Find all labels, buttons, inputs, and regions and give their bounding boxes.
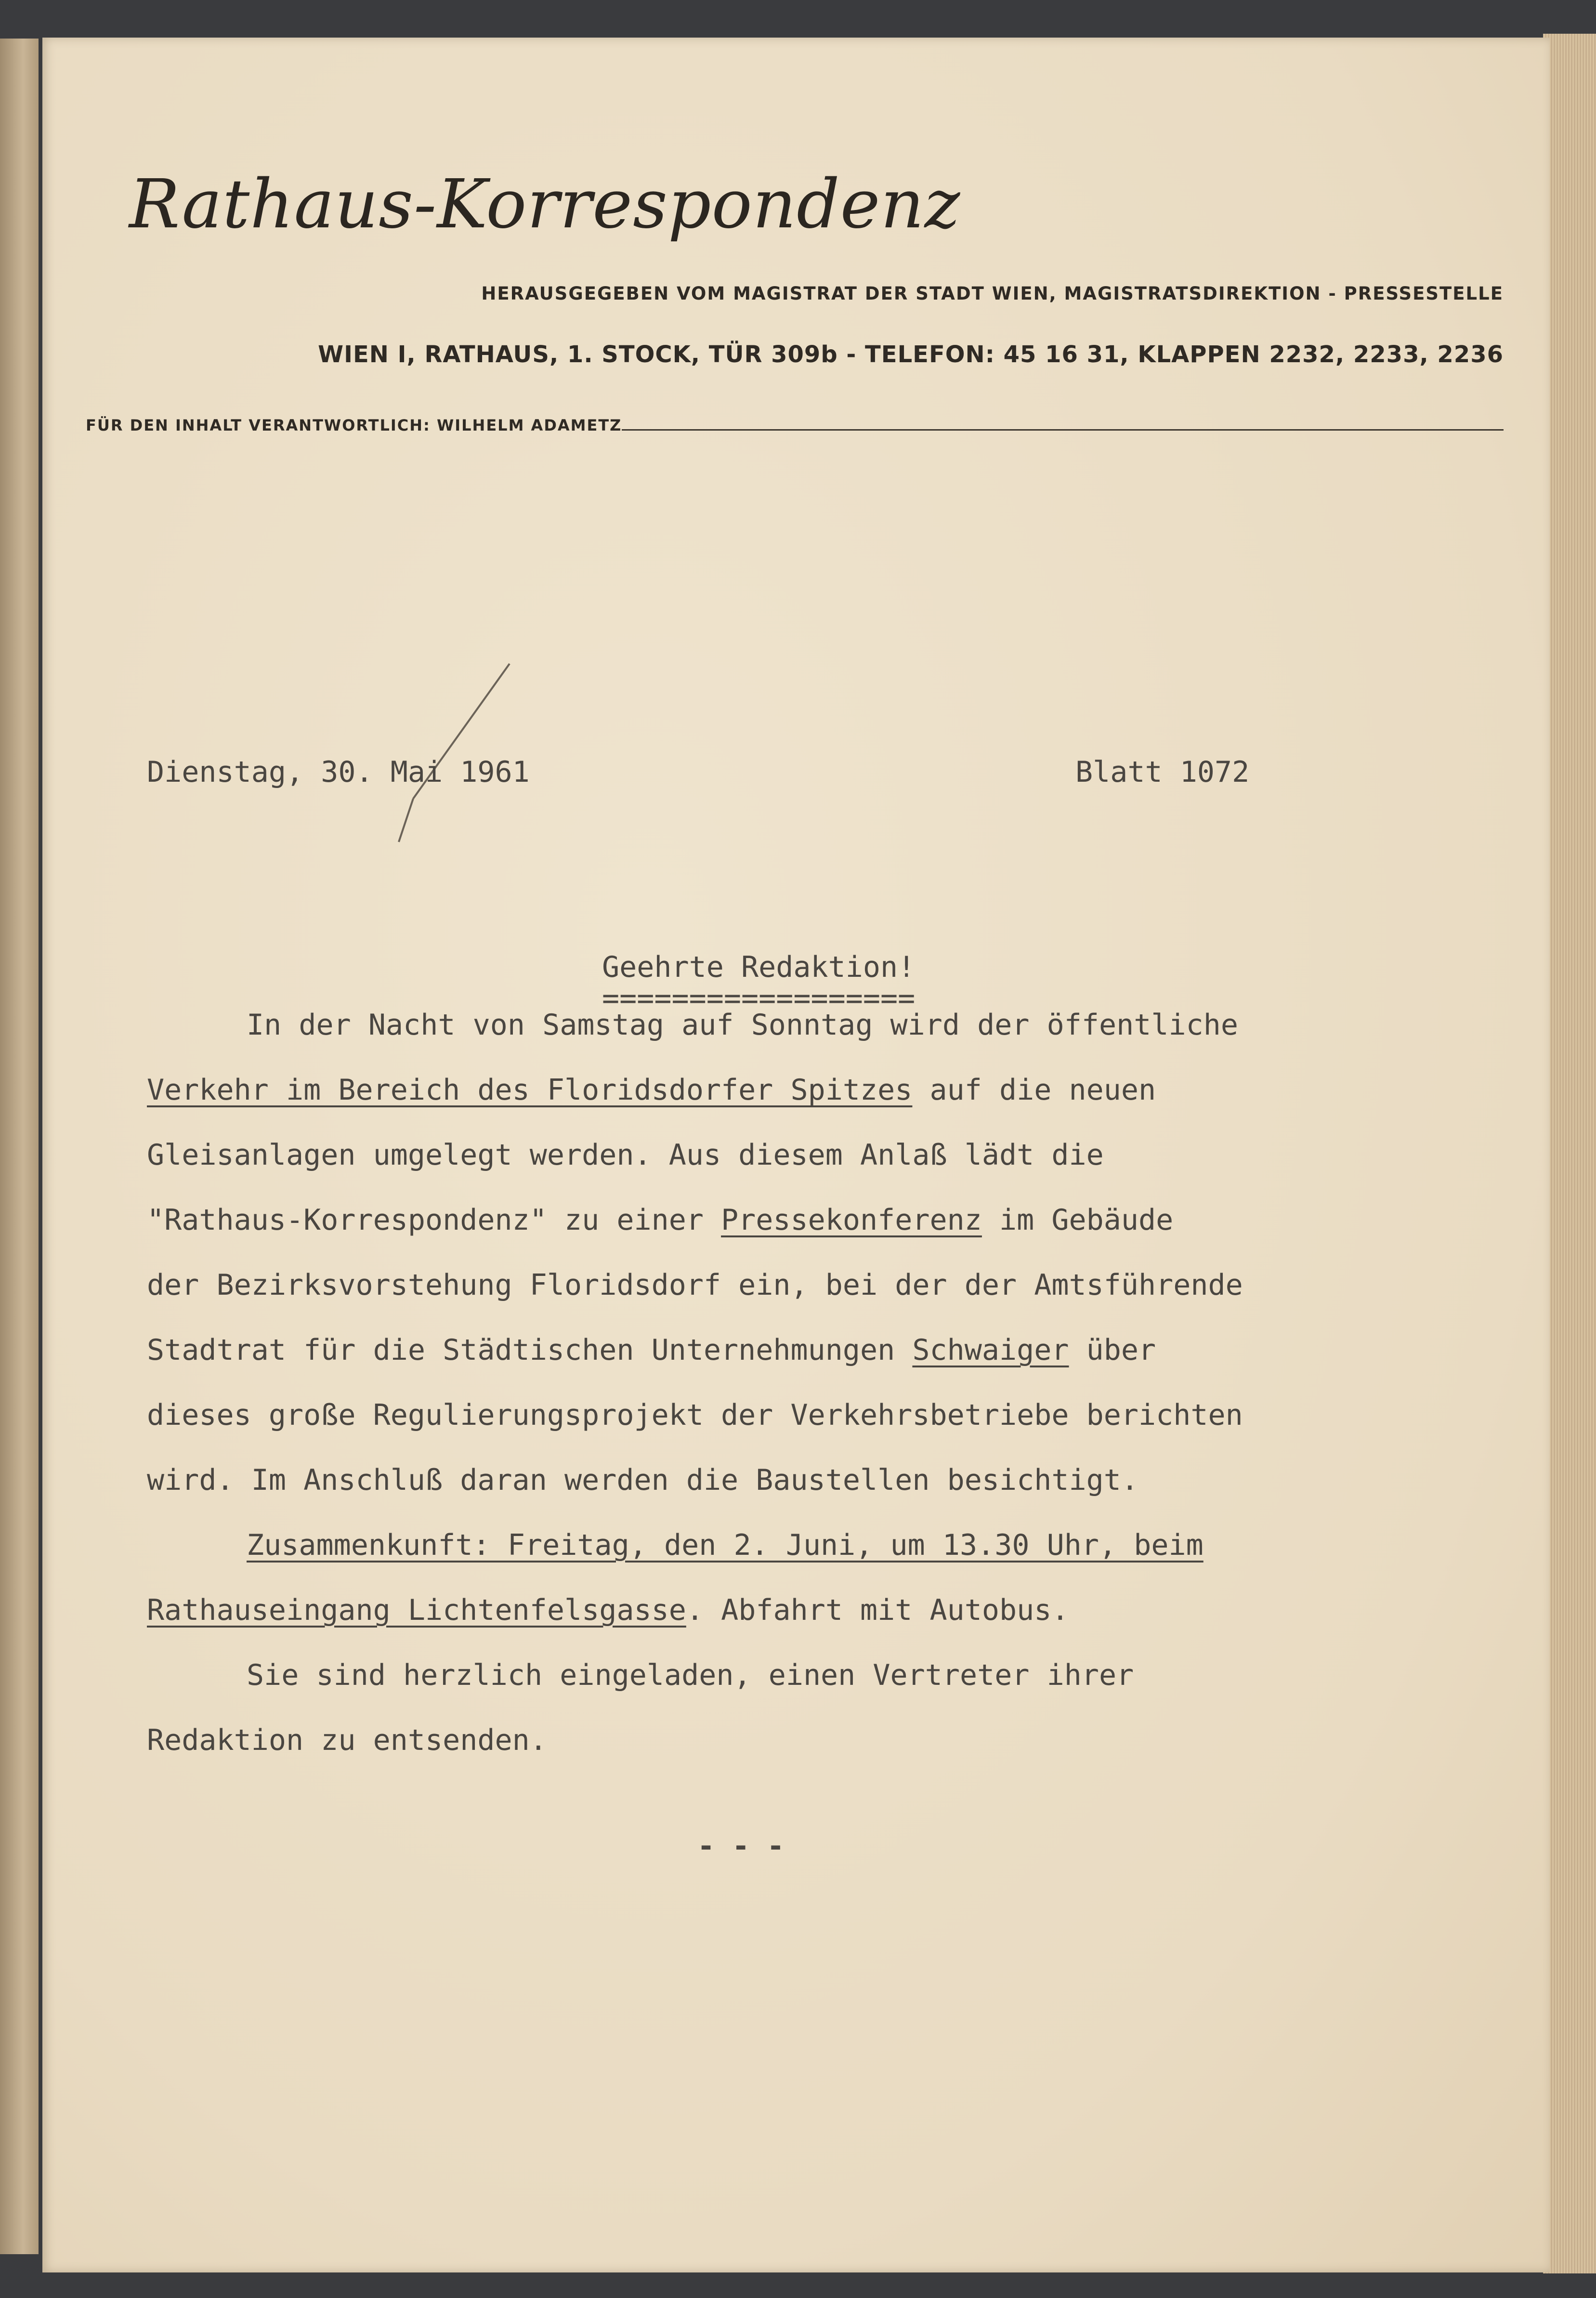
- end-mark: - - -: [697, 1829, 785, 1863]
- pencil-check-mark: [355, 654, 514, 847]
- body-line: [147, 1203, 1173, 1237]
- address-line: WIEN I, RATHAUS, 1. STOCK, TÜR 309b - TELEFON: 45 16 31, KLAPPEN 2232, 2233, 2236: [318, 341, 1504, 368]
- body-line: [147, 1333, 1156, 1367]
- underlined-phrase: Schwaiger: [912, 1333, 1069, 1367]
- line-text: . Abfahrt mit Autobus.: [686, 1593, 1069, 1627]
- line-text: im Gebäude: [981, 1203, 1174, 1237]
- line-text: Stadtrat für die Städtischen Unternehmungen: [147, 1333, 913, 1367]
- body-line: der Bezirksvorstehung Floridsdorf ein, bei der der Amtsführende: [147, 1268, 1243, 1302]
- page-stack-edge: [1543, 34, 1596, 2273]
- underlined-phrase: Verkehr im Bereich des Floridsdorfer Spitzes: [147, 1073, 913, 1107]
- salutation-underline: ==================: [602, 982, 916, 1015]
- sheet-number: Blatt 1072: [1075, 755, 1250, 789]
- line-text: auf die neuen: [912, 1073, 1156, 1107]
- letter-page: [42, 38, 1550, 2272]
- underlined-phrase: Rathauseingang Lichtenfelsgasse: [147, 1593, 686, 1627]
- line-text: über: [1069, 1333, 1156, 1367]
- line-text: "Rathaus-Korrespondenz" zu einer: [147, 1203, 721, 1237]
- letter-date: Dienstag, 30. Mai 1961: [147, 755, 530, 789]
- responsible-row: [86, 416, 1504, 434]
- masthead-title: Rathaus-Korrespondenz: [129, 165, 961, 244]
- publisher-line: HERAUSGEGEBEN VOM MAGISTRAT DER STADT WIEN, MAGISTRATSDIREKTION - PRESSESTELLE: [481, 283, 1504, 304]
- body-line: [147, 1593, 1069, 1627]
- body-line: [147, 1073, 1156, 1107]
- header-rule: [622, 429, 1504, 431]
- underlined-phrase: Zusammenkunft: Freitag, den 2. Juni, um 13.30 Uhr, beim: [247, 1528, 1204, 1562]
- body-line: Sie sind herzlich eingeladen, einen Vertreter ihrer: [247, 1658, 1134, 1692]
- body-line: Gleisanlagen umgelegt werden. Aus diesem Anlaß lädt die: [147, 1138, 1104, 1172]
- underlined-phrase: Pressekonferenz: [721, 1203, 982, 1237]
- facing-page-edge: [0, 39, 39, 2254]
- body-line: Redaktion zu entsenden.: [147, 1723, 547, 1757]
- responsible-line: FÜR DEN INHALT VERANTWORTLICH: WILHELM ADAMETZ: [86, 416, 622, 434]
- body-line: In der Nacht von Samstag auf Sonntag wird der öffentliche: [247, 1008, 1239, 1042]
- body-line: dieses große Regulierungsprojekt der Verkehrsbetriebe berichten: [147, 1398, 1243, 1432]
- body-line: [247, 1528, 1204, 1562]
- salutation: Geehrte Redaktion!: [602, 950, 916, 984]
- body-line: wird. Im Anschluß daran werden die Baustellen besichtigt.: [147, 1463, 1139, 1497]
